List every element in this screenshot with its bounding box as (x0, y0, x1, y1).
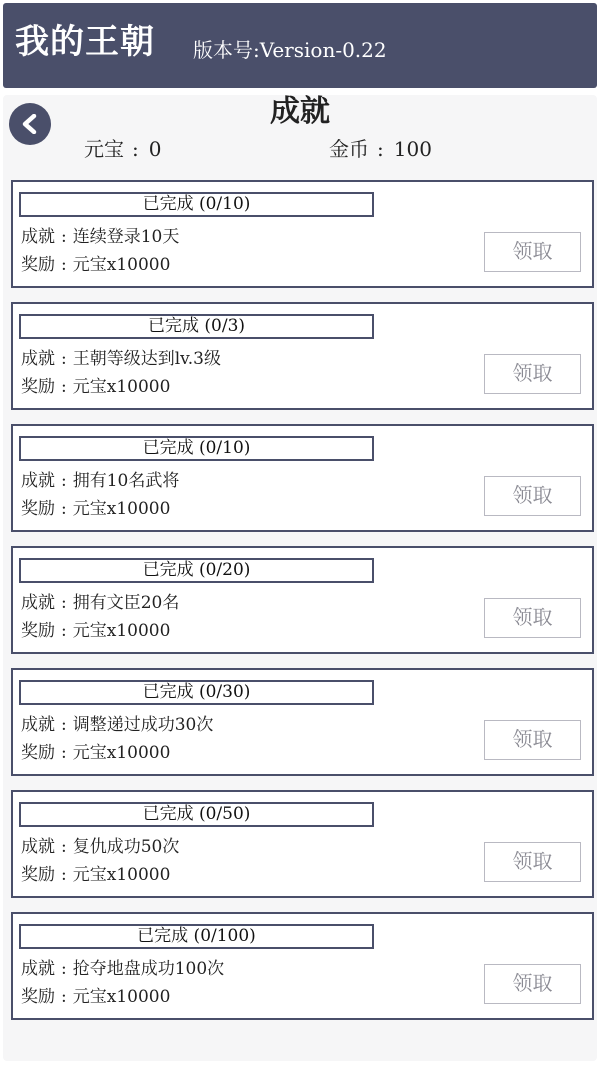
reward-value: 元宝x10000 (72, 743, 171, 763)
reward-row (21, 864, 170, 886)
claim-button[interactable]: 领取 (484, 842, 581, 882)
achievement-separator: : (61, 959, 67, 979)
achievement-card (11, 180, 594, 288)
reward-separator: : (61, 377, 67, 397)
achievement-row (21, 836, 179, 858)
achievement-card (11, 912, 594, 1020)
yuanbao-separator: : (132, 137, 139, 161)
reward-value: 元宝x10000 (72, 865, 171, 885)
achievement-progress: 已完成 (0/20) (19, 558, 374, 583)
achievement-progress: 已完成 (0/30) (19, 680, 374, 705)
reward-separator: : (61, 987, 67, 1007)
reward-separator: : (61, 621, 67, 641)
reward-label: 奖励 (21, 499, 55, 519)
gold-balance (329, 137, 432, 161)
achievement-label: 成就 (21, 593, 55, 613)
achievement-row (21, 470, 179, 492)
reward-separator: : (61, 255, 67, 275)
achievement-description: 调整递过成功30次 (72, 715, 214, 735)
achievement-separator: : (61, 715, 67, 735)
reward-row (21, 254, 170, 276)
achievement-label: 成就 (21, 227, 55, 247)
achievement-row (21, 226, 179, 248)
version-label: 版本号:Version-0.22 (193, 38, 387, 62)
achievement-row (21, 348, 221, 370)
achievement-progress: 已完成 (0/10) (19, 436, 374, 461)
claim-button[interactable]: 领取 (484, 720, 581, 760)
achievement-progress: 已完成 (0/100) (19, 924, 374, 949)
reward-separator: : (61, 499, 67, 519)
achievement-description: 拥有10名武将 (72, 471, 180, 491)
reward-label: 奖励 (21, 255, 55, 275)
achievement-card (11, 790, 594, 898)
reward-row (21, 986, 170, 1008)
achievement-description: 复仇成功50次 (72, 837, 180, 857)
achievement-description: 拥有文臣20名 (72, 593, 180, 613)
achievement-label: 成就 (21, 471, 55, 491)
achievement-separator: : (61, 349, 67, 369)
claim-button[interactable]: 领取 (484, 476, 581, 516)
achievement-card (11, 668, 594, 776)
reward-value: 元宝x10000 (72, 377, 171, 397)
achievement-description: 王朝等级达到lv.3级 (72, 349, 221, 369)
claim-button[interactable]: 领取 (484, 232, 581, 272)
reward-label: 奖励 (21, 377, 55, 397)
reward-row (21, 498, 170, 520)
achievement-separator: : (61, 837, 67, 857)
achievement-label: 成就 (21, 349, 55, 369)
app-title: 我的王朝 (15, 22, 155, 62)
reward-value: 元宝x10000 (72, 255, 171, 275)
reward-label: 奖励 (21, 621, 55, 641)
reward-separator: : (61, 865, 67, 885)
reward-value: 元宝x10000 (72, 987, 171, 1007)
achievement-description: 连续登录10天 (72, 227, 180, 247)
gold-label: 金币 (329, 137, 369, 161)
reward-label: 奖励 (21, 743, 55, 763)
claim-button[interactable]: 领取 (484, 354, 581, 394)
yuanbao-balance (84, 137, 161, 161)
reward-row (21, 620, 170, 642)
reward-value: 元宝x10000 (72, 621, 171, 641)
reward-row (21, 376, 170, 398)
achievement-row (21, 714, 213, 736)
app-header (3, 3, 597, 88)
achievement-progress: 已完成 (0/10) (19, 192, 374, 217)
achievement-label: 成就 (21, 837, 55, 857)
reward-label: 奖励 (21, 865, 55, 885)
reward-label: 奖励 (21, 987, 55, 1007)
achievement-row (21, 958, 224, 980)
gold-value: 100 (393, 137, 432, 161)
achievement-card (11, 302, 594, 410)
reward-value: 元宝x10000 (72, 499, 171, 519)
page-title: 成就 (270, 94, 330, 129)
claim-button[interactable]: 领取 (484, 964, 581, 1004)
reward-row (21, 742, 170, 764)
claim-button[interactable]: 领取 (484, 598, 581, 638)
achievement-row (21, 592, 179, 614)
achievement-separator: : (61, 227, 67, 247)
yuanbao-value: 0 (148, 137, 162, 161)
reward-separator: : (61, 743, 67, 763)
achievement-progress: 已完成 (0/3) (19, 314, 374, 339)
achievement-label: 成就 (21, 715, 55, 735)
yuanbao-label: 元宝 (84, 137, 124, 161)
achievement-separator: : (61, 593, 67, 613)
gold-separator: : (377, 137, 384, 161)
achievement-label: 成就 (21, 959, 55, 979)
achievement-description: 抢夺地盘成功100次 (72, 959, 225, 979)
achievement-progress: 已完成 (0/50) (19, 802, 374, 827)
achievement-card (11, 546, 594, 654)
achievement-separator: : (61, 471, 67, 491)
achievement-card (11, 424, 594, 532)
